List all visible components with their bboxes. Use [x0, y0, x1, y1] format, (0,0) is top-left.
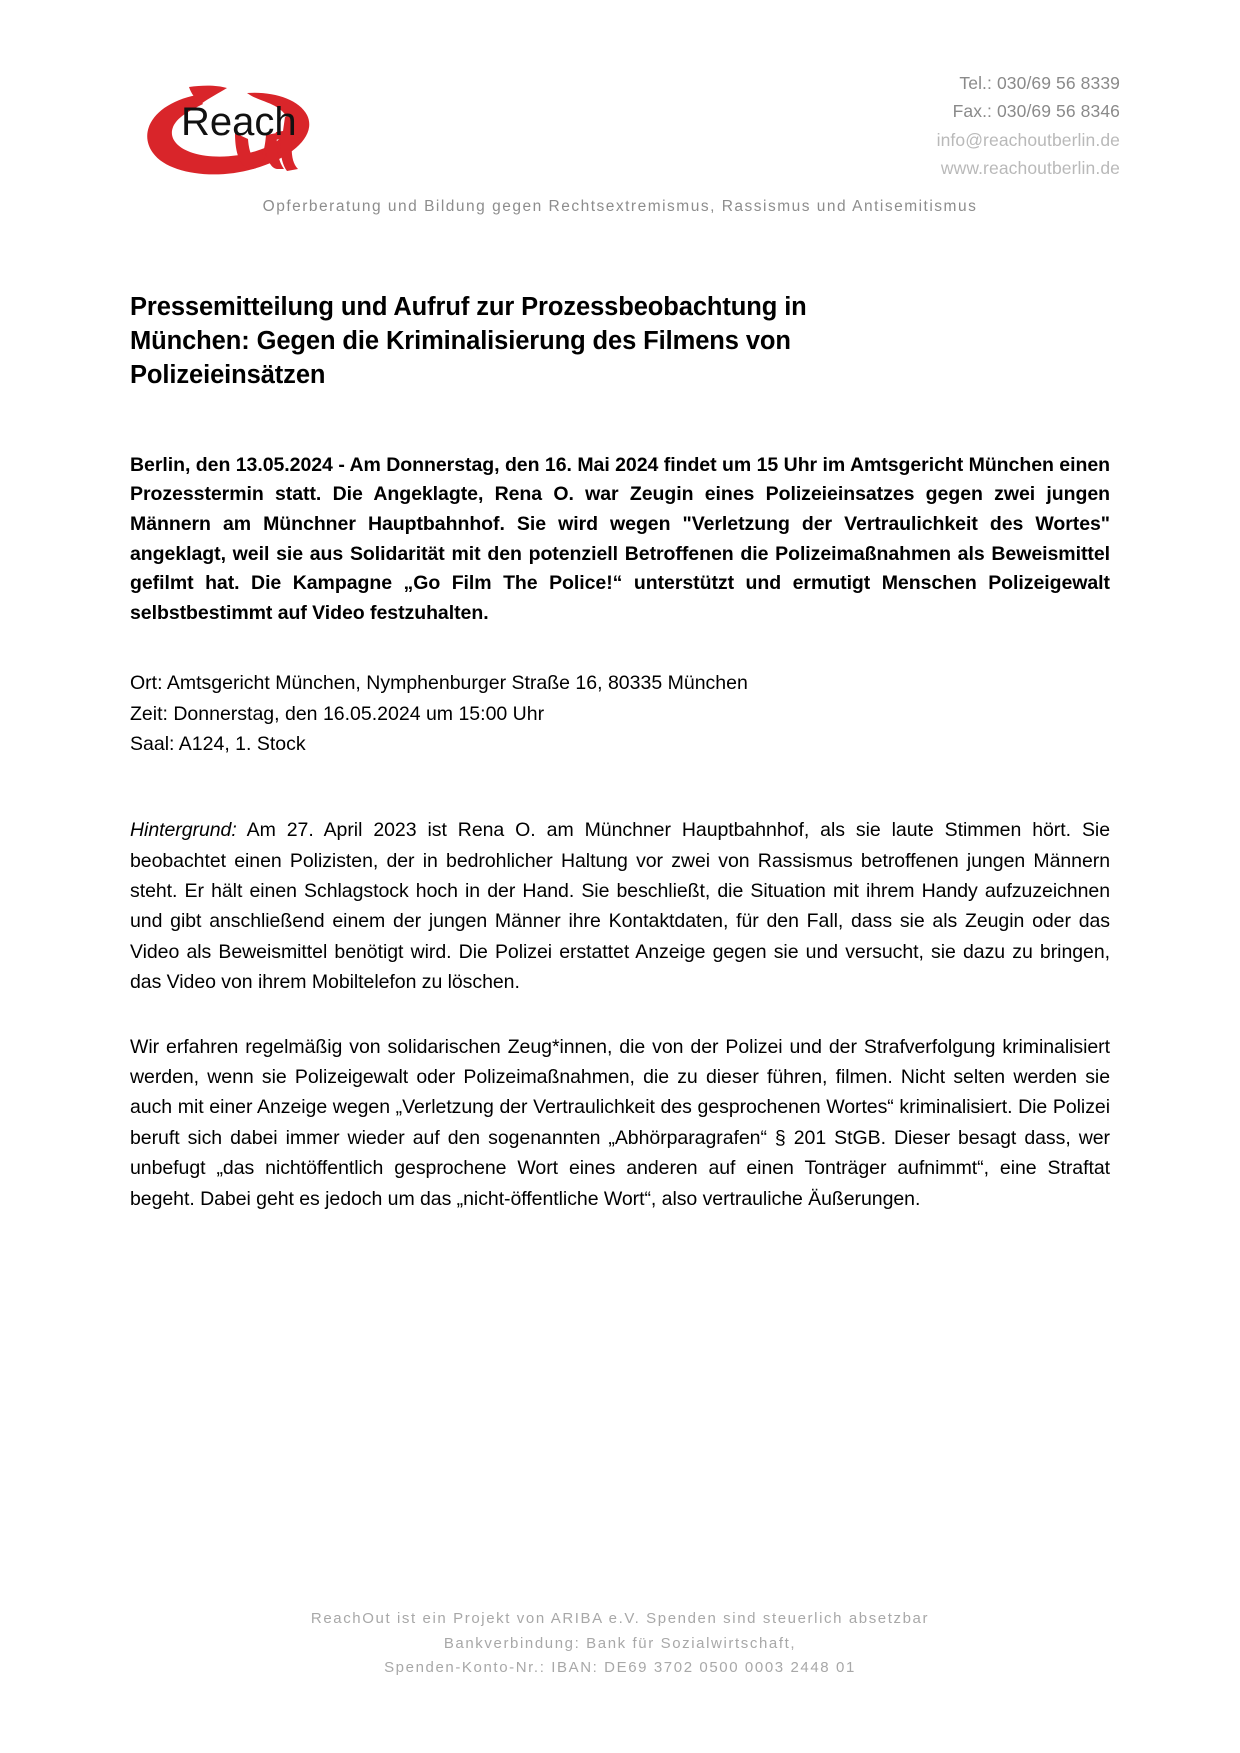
contact-email[interactable]: info@reachoutberlin.de	[936, 129, 1120, 150]
reachout-logo	[135, 73, 345, 193]
background-text: Am 27. April 2023 ist Rena O. am Münchner Hauptbahnhof, als sie laute Stimmen hört. Sie beobachtet einen Polizisten, der in bedrohlicher Haltung vor zwei von Rassismus betroffenen jungen Männern steht. Er hält einen Schlagstock hoch in der Hand. Sie beschließt, die Situation mit ihrem Handy aufzuzeichnen und gibt anschließend einem der jungen Männer ihre Kontaktdaten, für den Fall, dass sie als Zeugin oder das Video als Beweismittel benötigt wird. Die Polizei erstattet Anzeige gegen sie und versucht, sie dazu zu bringen, das Video von ihrem Mobiltelefon zu löschen.	[130, 819, 1110, 994]
footer-line-project: ReachOut ist ein Projekt von ARIBA e.V. Spenden sind steuerlich absetzbar	[310, 1609, 930, 1627]
background-paragraph	[130, 815, 1110, 997]
contact-details	[937, 55, 1120, 182]
organisation-tagline: Opferberatung und Bildung gegen Rechtsextremismus, Rassismus und Antisemitismus	[262, 198, 978, 215]
footer-line-iban: Spenden-Konto-Nr.: IBAN: DE69 3702 0500 0003 2448 01	[384, 1659, 856, 1677]
event-time: Zeit: Donnerstag, den 16.05.2024 um 15:00 Uhr	[130, 702, 545, 725]
logo-wordmark-text: Reach	[181, 100, 297, 144]
document-footer	[0, 1607, 1240, 1681]
event-room: Saal: A124, 1. Stock	[130, 732, 306, 755]
event-details	[130, 668, 1110, 759]
background-label: Hintergrund:	[130, 819, 237, 842]
page-title: Pressemitteilung und Aufruf zur Prozessbeobachtung in München: Gegen die Kriminalisierung des Filmens von Polizeieinsätzen	[130, 293, 807, 389]
event-location: Ort: Amtsgericht München, Nymphenburger Straße 16, 80335 München	[130, 672, 748, 695]
criminalisation-paragraph: Wir erfahren regelmäßig von solidarischen Zeug*innen, die von der Polizei und der Strafverfolgung kriminalisiert werden, wenn sie Polizeigewalt oder Polizeimaßnahmen, die zu dieser führen, filmen. Nicht selten werden sie auch mit einer Anzeige wegen „Verletzung der Vertraulichkeit des gesprochenen Wortes“ kriminalisiert. Die Polizei beruft sich dabei immer wieder auf den sogenannten „Abhörparagrafen“ § 201 StGB. Dieser besagt dass, wer unbefugt „das nichtöffentlich gesprochene Wort eines anderen auf einen Tonträger aufnimmt“, eine Straftat begeht. Dabei geht es jedoch um das „nicht-öffentliche Wort“, also vertrauliche Äußerungen.	[130, 1035, 1110, 1210]
document-header	[0, 0, 1240, 190]
document-body	[0, 291, 1240, 1214]
reachout-logo-icon	[135, 73, 345, 193]
footer-line-bank: Bankverbindung: Bank für Sozialwirtschaft,	[443, 1634, 797, 1652]
contact-phone: Tel.: 030/69 56 8339	[959, 73, 1120, 93]
lead-paragraph: Berlin, den 13.05.2024 - Am Donnerstag, den 16. Mai 2024 findet um 15 Uhr im Amtsgericht München einen Prozesstermin statt. Die Angeklagte, Rena O. war Zeugin eines Polizeieinsatzes gegen zwei jungen Männern am Münchner Hauptbahnhof. Sie wird wegen "Verletzung der Vertraulichkeit des Wortes" angeklagt, weil sie aus Solidarität mit den potenziell Betroffenen die Polizeimaßnahmen als Beweismittel gefilmt hat. Die Kampagne „Go Film The Police!“ unterstützt und ermutigt Menschen Polizeigewalt selbstbestimmt auf Video festzuhalten.	[130, 453, 1110, 624]
contact-fax: Fax.: 030/69 56 8346	[952, 101, 1120, 122]
contact-website[interactable]: www.reachoutberlin.de	[940, 158, 1120, 179]
